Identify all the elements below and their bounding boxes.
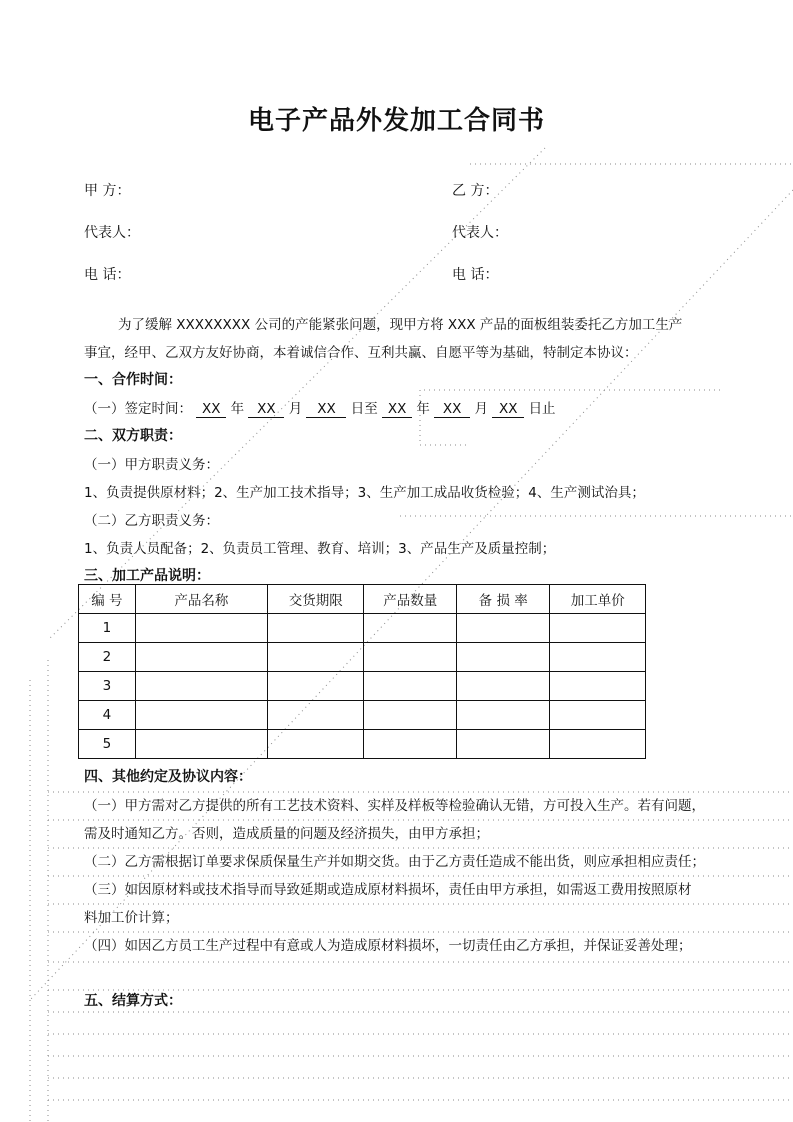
sign-date-line	[84, 397, 556, 418]
table-cell	[550, 701, 646, 730]
table-header-row	[79, 585, 646, 614]
agreement-item-1-line-1: （一）甲方需对乙方提供的所有工艺技术资料、实样及样板等检验确认无错，方可投入生产。若有问题，	[84, 798, 705, 814]
party-b-rep-label: 代表人：	[452, 225, 508, 241]
table-cell	[364, 614, 457, 643]
table-cell	[550, 672, 646, 701]
table-cell	[267, 672, 363, 701]
table-cell	[267, 614, 363, 643]
agreement-item-3-line-2: 料加工价计算；	[84, 910, 179, 926]
column-header-product-name: 产品名称	[135, 585, 267, 614]
table-cell	[135, 614, 267, 643]
agreement-item-3-line-1: （三）如因原材料或技术指导而导致延期或造成原材料损坏，责任由甲方承担，如需返工费用按照原材	[84, 882, 692, 898]
section-4-heading: 四、其他约定及协议内容：	[84, 769, 252, 785]
table-cell	[364, 701, 457, 730]
section-1-heading: 一、合作时间：	[84, 372, 182, 388]
table-row	[79, 730, 646, 759]
party-b-duties-heading: （二）乙方职责义务：	[84, 513, 219, 529]
to-month-label: 月	[474, 401, 488, 417]
product-table	[78, 584, 646, 759]
party-b-duties-items: 1、负责人员配备；2、负责员工管理、教育、培训；3、产品生产及质量控制；	[84, 541, 556, 557]
table-cell	[135, 643, 267, 672]
table-cell-number: 2	[79, 643, 136, 672]
table-cell	[456, 643, 550, 672]
end-label: 日止	[528, 401, 556, 417]
party-b-phone-label: 电 话：	[452, 267, 499, 283]
table-cell	[456, 730, 550, 759]
party-a-name-label: 甲 方：	[84, 183, 131, 199]
to-month-field: XX	[434, 401, 470, 418]
from-day-field: XX	[306, 401, 346, 418]
day-to-label: 日至	[350, 401, 378, 417]
table-cell	[456, 701, 550, 730]
table-cell	[456, 614, 550, 643]
table-cell	[456, 672, 550, 701]
table-cell-number: 1	[79, 614, 136, 643]
table-cell	[550, 730, 646, 759]
agreement-item-1-line-2: 需及时通知乙方。否则，造成质量的问题及经济损失，由甲方承担；	[84, 826, 489, 842]
party-a-duties-items: 1、负责提供原材料；2、生产加工技术指导；3、生产加工成品收货检验；4、生产测试治具；	[84, 485, 645, 501]
party-a-duties-heading: （一）甲方职责义务：	[84, 457, 219, 473]
sign-date-prefix: （一）签定时间：	[84, 401, 192, 417]
table-cell	[364, 730, 457, 759]
to-day-field: XX	[492, 401, 524, 418]
month-label: 月	[288, 401, 303, 417]
table-row	[79, 672, 646, 701]
column-header-quantity: 产品数量	[364, 585, 457, 614]
section-2-heading: 二、双方职责：	[84, 428, 182, 444]
from-month-field: XX	[248, 401, 284, 418]
section-3-heading: 三、加工产品说明：	[84, 568, 210, 584]
table-row	[79, 701, 646, 730]
from-year-field: XX	[196, 401, 226, 418]
agreement-item-2: （二）乙方需根据订单要求保质保量生产并如期交货。由于乙方责任造成不能出货，则应承担相应责任；	[84, 854, 705, 870]
to-year-field: XX	[382, 401, 412, 418]
table-cell	[550, 643, 646, 672]
year-label: 年	[230, 401, 245, 417]
column-header-unit-price: 加工单价	[550, 585, 646, 614]
column-header-spare-rate: 备 损 率	[456, 585, 550, 614]
table-cell	[135, 672, 267, 701]
table-row	[79, 614, 646, 643]
table-cell	[267, 701, 363, 730]
table-cell-number: 4	[79, 701, 136, 730]
intro-line-2: 事宜，经甲、乙双方友好协商，本着诚信合作、互利共赢、自愿平等为基础，特制定本协议：	[84, 345, 638, 361]
page-title: 电子产品外发加工合同书	[247, 106, 545, 136]
intro-line-1: 为了缓解 XXXXXXXX 公司的产能紧张问题，现甲方将 XXX 产品的面板组装委托乙方加工生产	[118, 317, 683, 333]
party-a-phone-label: 电 话：	[84, 267, 131, 283]
party-b-name-label: 乙 方：	[452, 183, 499, 199]
table-cell-number: 3	[79, 672, 136, 701]
table-row	[79, 643, 646, 672]
table-cell	[267, 730, 363, 759]
party-a-rep-label: 代表人：	[84, 225, 140, 241]
table-cell	[364, 643, 457, 672]
table-cell	[135, 701, 267, 730]
table-cell	[267, 643, 363, 672]
table-cell	[135, 730, 267, 759]
column-header-number: 编 号	[79, 585, 136, 614]
agreement-item-4: （四）如因乙方员工生产过程中有意或人为造成原材料损坏，一切责任由乙方承担，并保证妥善处理；	[84, 938, 692, 954]
table-cell	[550, 614, 646, 643]
column-header-delivery-deadline: 交货期限	[267, 585, 363, 614]
to-year-label: 年	[416, 401, 430, 417]
table-cell-number: 5	[79, 730, 136, 759]
table-cell	[364, 672, 457, 701]
section-5-heading: 五、结算方式：	[84, 993, 182, 1009]
